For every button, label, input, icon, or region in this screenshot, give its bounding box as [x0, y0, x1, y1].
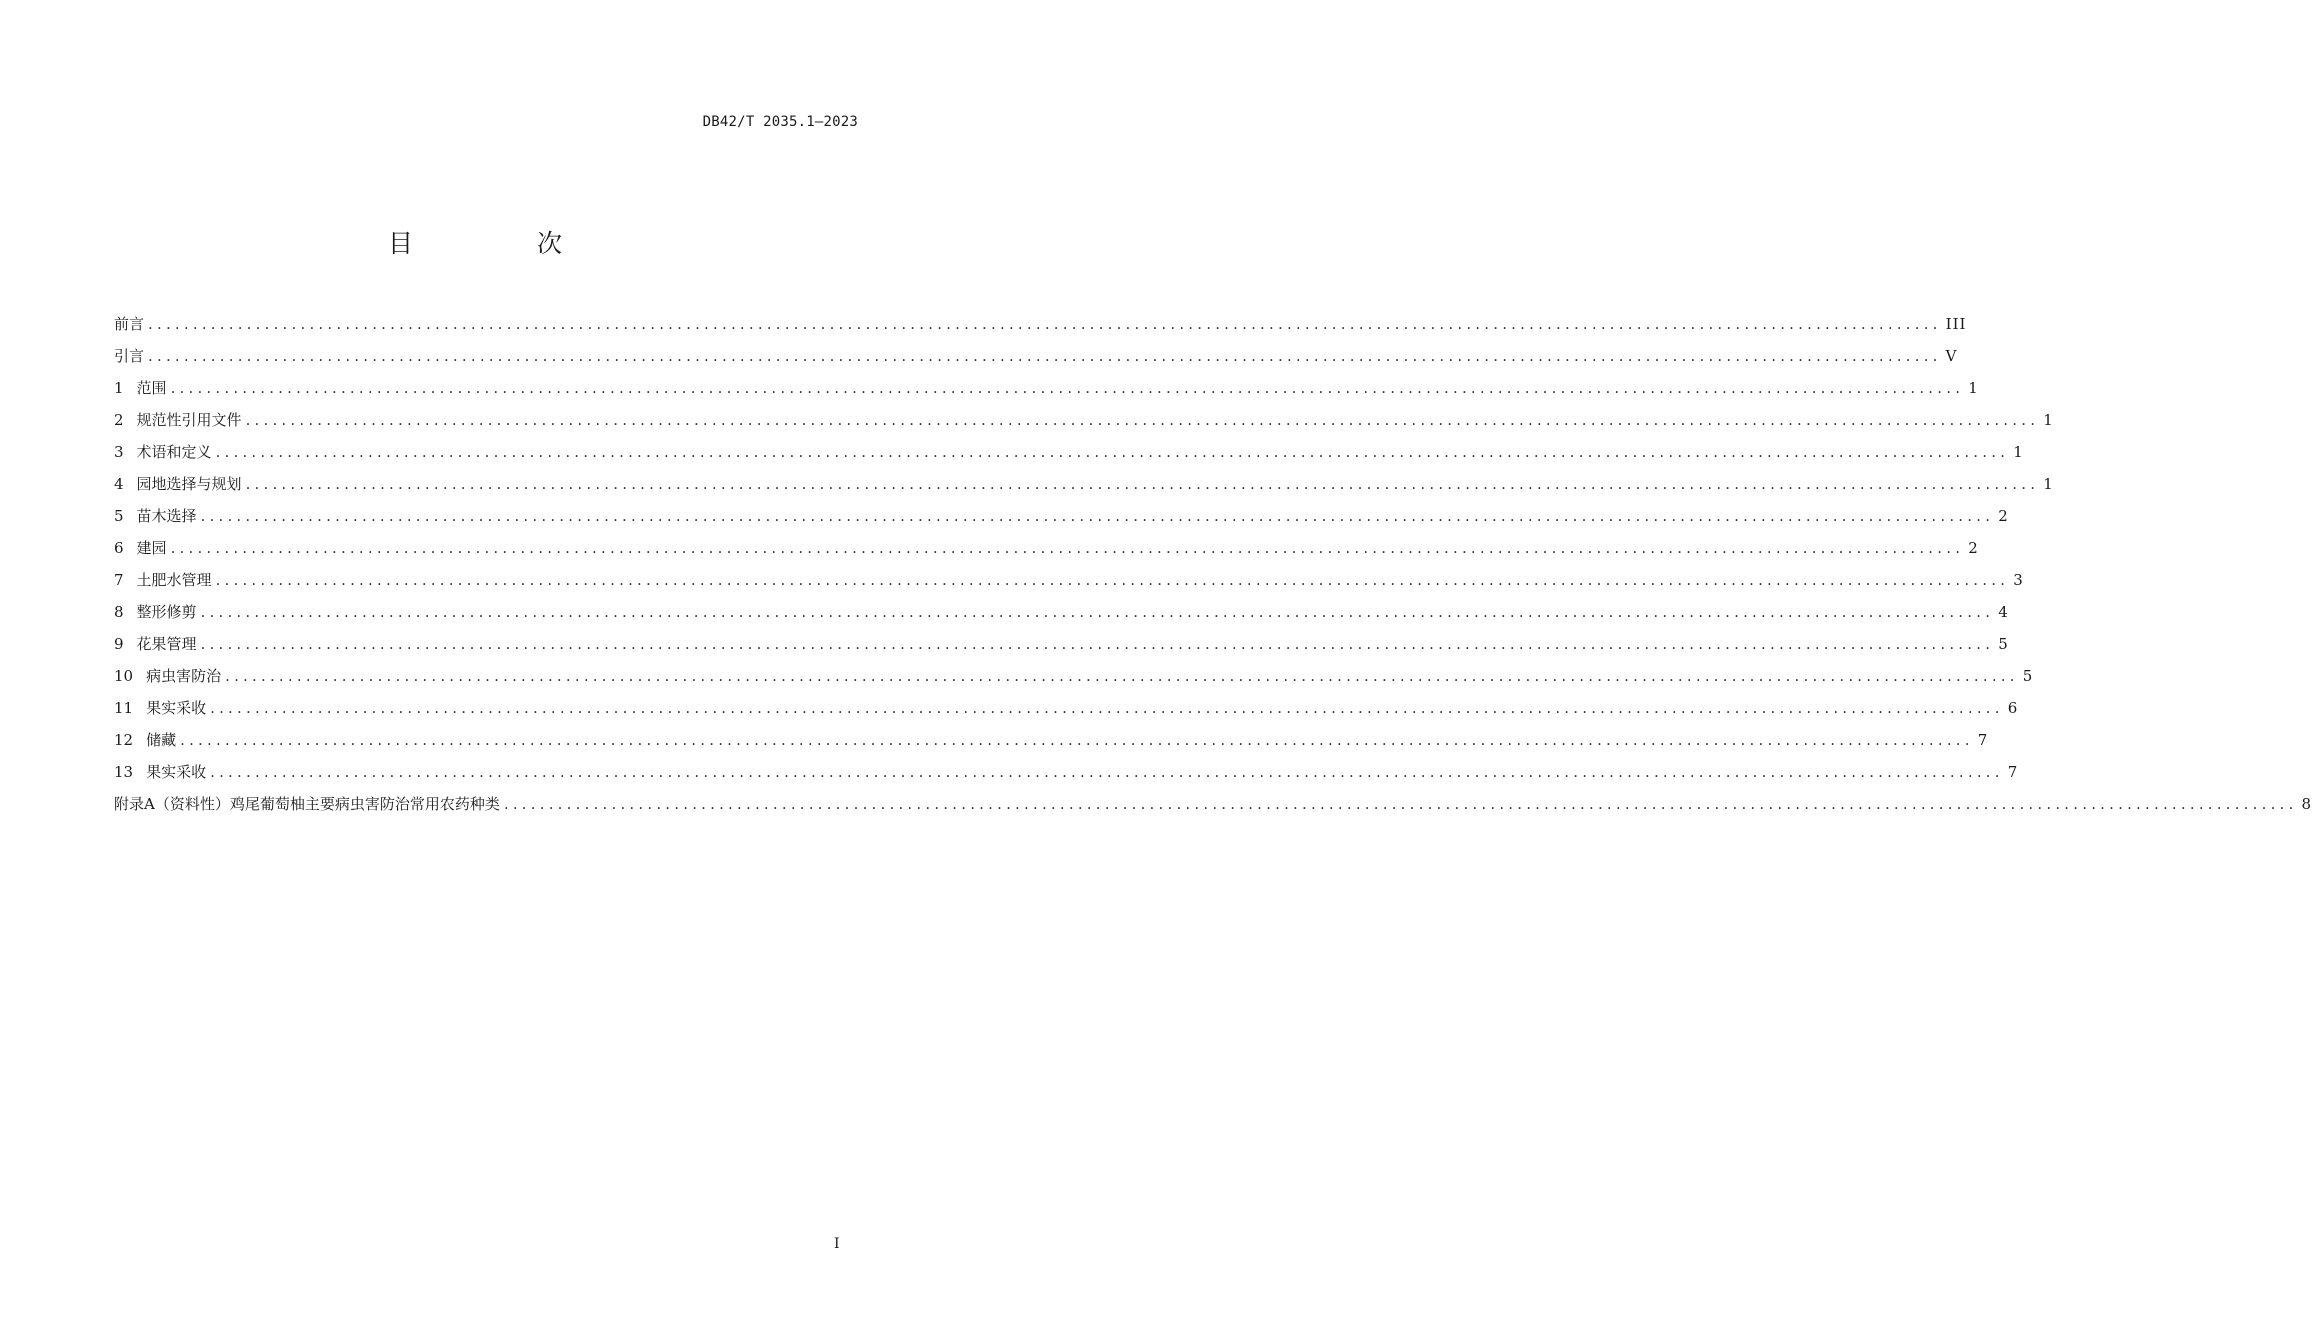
toc-entry-number: 4	[114, 475, 124, 493]
toc-entry-number: 7	[114, 571, 124, 589]
toc-entry-title: 范围	[136, 379, 167, 397]
toc-entry-title: 引言	[114, 347, 145, 365]
toc-entry-page: 1	[2043, 475, 2054, 493]
toc-leader-dots: ........................................................................................................................................................................................................	[148, 347, 1942, 365]
toc-appendix-title: 鸡尾葡萄柚主要病虫害防治常用农药种类	[229, 795, 500, 813]
toc-entry-page: 2	[1968, 539, 1979, 557]
toc-entry[interactable]	[114, 628, 2009, 660]
toc-entry-title: 花果管理	[136, 635, 197, 653]
toc-entry-page: 1	[1968, 379, 1979, 397]
toc-entry-number: 5	[114, 507, 124, 525]
toc-entry[interactable]	[114, 692, 2019, 724]
toc-leader-dots: ........................................................................................................................................................................................................	[210, 763, 2004, 781]
toc-entry-page: 5	[1998, 635, 2009, 653]
toc-entry-page: 1	[2013, 443, 2024, 461]
toc-leader-dots: ........................................................................................................................................................................................................	[148, 315, 1942, 333]
toc-entry-number: 2	[114, 411, 124, 429]
toc-entry[interactable]	[114, 340, 1958, 372]
toc-entry-number: 10	[114, 667, 134, 685]
table-of-contents	[114, 308, 2312, 820]
document-code: DB42/T 2035.1—2023	[702, 114, 858, 130]
toc-entry-title: 整形修剪	[136, 603, 197, 621]
toc-entry-number: 13	[114, 763, 134, 781]
toc-entry-number: 1	[114, 379, 124, 397]
toc-entry[interactable]	[114, 500, 2009, 532]
toc-entry-page: 6	[2007, 699, 2019, 717]
toc-entry-page: III	[1945, 315, 1967, 333]
toc-entry-title: 果实采收	[146, 763, 207, 781]
toc-entry-title: 规范性引用文件	[136, 411, 242, 429]
toc-entry-page: V	[1945, 347, 1958, 365]
toc-leader-dots: ........................................................................................................................................................................................................	[215, 443, 2010, 461]
toc-leader-dots: ........................................................................................................................................................................................................	[245, 475, 2040, 493]
toc-entry-page: 1	[2043, 411, 2054, 429]
toc-entry[interactable]	[114, 532, 1979, 564]
toc-appendix-label: 附录A（资料性）	[114, 795, 230, 813]
toc-entry-page: 7	[1977, 731, 1989, 749]
toc-entry-title: 病虫害防治	[146, 667, 222, 685]
toc-entry-appendix[interactable]	[114, 788, 2312, 820]
toc-entry-number: 11	[114, 699, 134, 717]
toc-entry-title: 前言	[114, 315, 145, 333]
toc-leader-dots: ........................................................................................................................................................................................................	[225, 667, 2019, 685]
toc-leader-dots: ........................................................................................................................................................................................................	[170, 539, 1965, 557]
toc-entry-number: 9	[114, 635, 124, 653]
toc-entry[interactable]	[114, 372, 1979, 404]
toc-entry[interactable]	[114, 564, 2024, 596]
toc-entry-title: 术语和定义	[136, 443, 212, 461]
toc-leader-dots: ........................................................................................................................................................................................................	[503, 795, 2298, 813]
toc-entry-title: 建园	[136, 539, 167, 557]
toc-entry[interactable]	[114, 404, 2054, 436]
toc-entry-title: 土肥水管理	[136, 571, 212, 589]
toc-entry-page: 7	[2007, 763, 2019, 781]
toc-entry[interactable]	[114, 596, 2009, 628]
toc-entry-number: 3	[114, 443, 124, 461]
toc-entry[interactable]	[114, 756, 2019, 788]
toc-leader-dots: ........................................................................................................................................................................................................	[180, 731, 1974, 749]
toc-entry[interactable]	[114, 308, 1967, 340]
toc-entry-title: 果实采收	[146, 699, 207, 717]
toc-entry-title: 储藏	[146, 731, 177, 749]
toc-entry-page: 3	[2013, 571, 2024, 589]
toc-leader-dots: ........................................................................................................................................................................................................	[200, 603, 1995, 621]
toc-entry-page: 2	[1998, 507, 2009, 525]
toc-entry[interactable]	[114, 660, 2034, 692]
toc-leader-dots: ........................................................................................................................................................................................................	[200, 635, 1995, 653]
toc-entry-title: 园地选择与规划	[136, 475, 242, 493]
toc-entry-page: 4	[1998, 603, 2009, 621]
toc-entry-number: 12	[114, 731, 134, 749]
toc-entry-page: 8	[2301, 795, 2312, 813]
page-number: I	[834, 1236, 840, 1252]
page-title: 目 次	[388, 229, 620, 258]
toc-entry[interactable]	[114, 724, 1989, 756]
toc-leader-dots: ........................................................................................................................................................................................................	[245, 411, 2040, 429]
toc-entry[interactable]	[114, 436, 2024, 468]
toc-leader-dots: ........................................................................................................................................................................................................	[200, 507, 1995, 525]
toc-entry-number: 6	[114, 539, 124, 557]
toc-entry[interactable]	[114, 468, 2054, 500]
toc-leader-dots: ........................................................................................................................................................................................................	[170, 379, 1965, 397]
toc-entry-page: 5	[2022, 667, 2034, 685]
toc-entry-number: 8	[114, 603, 124, 621]
toc-leader-dots: ........................................................................................................................................................................................................	[210, 699, 2004, 717]
toc-leader-dots: ........................................................................................................................................................................................................	[215, 571, 2010, 589]
toc-entry-title: 苗木选择	[136, 507, 197, 525]
